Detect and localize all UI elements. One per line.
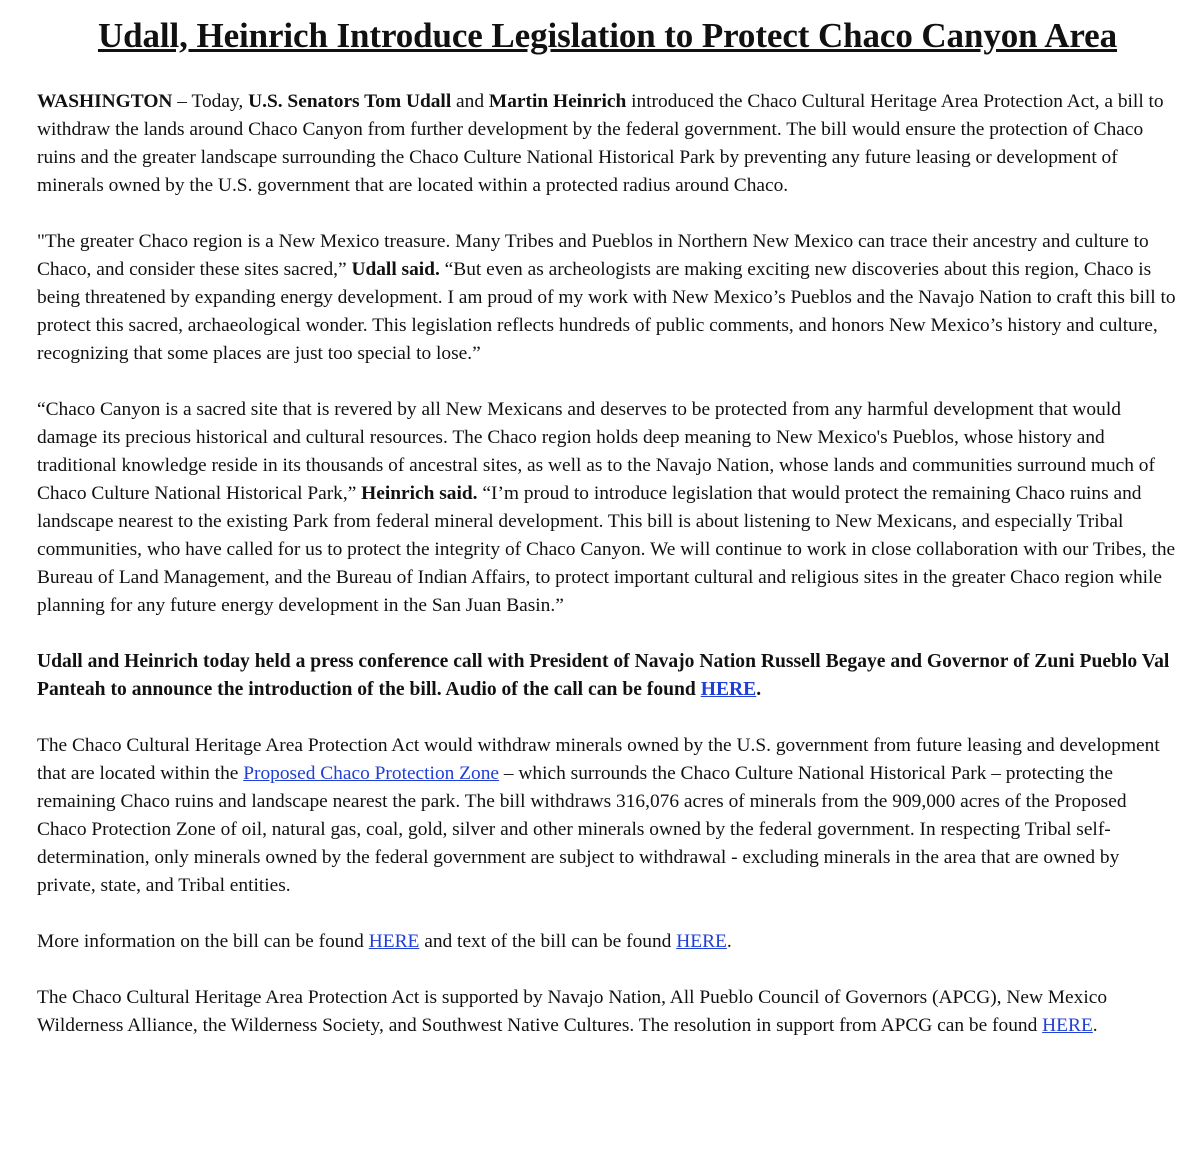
text-span: and text of the bill can be found <box>419 931 677 952</box>
protection-zone-link[interactable]: Proposed Chaco Protection Zone <box>243 763 500 784</box>
more-info-paragraph <box>37 928 1178 956</box>
bill-details-paragraph <box>37 732 1178 900</box>
more-info-link[interactable]: HERE <box>368 931 420 952</box>
dateline: WASHINGTON <box>37 91 173 112</box>
text-span: The Chaco Cultural Heritage Area Protection Act is supported by Navajo Nation, All Pueblo Council of Governors (APCG), New Mexico Wilderness Alliance, the Wilderness Society, and Southwest Native Cultures. The resolution in support from APCG can be found <box>37 987 1108 1036</box>
intro-paragraph <box>37 88 1178 200</box>
text-span: . <box>1092 1015 1098 1036</box>
page-title: Udall, Heinrich Introduce Legislation to Protect Chaco Canyon Area <box>97 16 1118 55</box>
text-span: "The greater Chaco region is a New Mexico treasure. Many Tribes and Pueblos in Northern New Mexico can trace their ancestry and culture to Chaco, and consider these sites sacred,” <box>37 231 1149 280</box>
text-span: Udall and Heinrich today held a press conference call with President of Navajo Nation Russell Begaye and Governor of Zuni Pueblo Val Panteah to announce the introduction of the bill. Audio of the call can be found <box>37 651 1170 700</box>
text-span: “But even as archeologists are making exciting new discoveries about this region, Chaco is being threatened by expanding energy development. I am proud of my work with New Mexico’s Pueblos and the Navajo Nation to craft this bill to protect this sacred, archaeological wonder. This legislation reflects hundreds of public comments, and honors New Mexico’s history and culture, recognizing that some places are just too special to lose.” <box>37 259 1176 364</box>
text-span: . <box>726 931 732 952</box>
audio-link[interactable]: HERE <box>700 679 757 700</box>
apcg-resolution-link[interactable]: HERE <box>1042 1015 1093 1036</box>
text-span: – Today, <box>172 91 249 112</box>
heinrich-quote-paragraph <box>37 396 1178 620</box>
text-span: . <box>756 679 762 700</box>
text-span: – which surrounds the Chaco Culture National Historical Park – protecting the remaining Chaco ruins and landscape nearest the park. The bill withdraws 316,076 acres of minerals from the 909,000 acres of the Proposed Chaco Protection Zone of oil, natural gas, coal, gold, silver and other minerals owned by the federal government. In respecting Tribal self-determination, only minerals owned by the federal government are subject to withdrawal - excluding minerals in the area that are owned by private, state, and Tribal entities. <box>37 763 1127 896</box>
bill-text-link[interactable]: HERE <box>676 931 727 952</box>
heinrich-attribution: Heinrich said. <box>361 483 478 504</box>
senator-udall-name: U.S. Senators Tom Udall <box>248 91 452 112</box>
text-span: “I’m proud to introduce legislation that would protect the remaining Chaco ruins and landscape nearest to the existing Park from federal mineral development. This bill is about listening to New Mexicans, and especially Tribal communities, who have called for us to protect the integrity of Chaco Canyon. We will continue to work in close collaboration with our Tribes, the Bureau of Land Management, and the Bureau of Indian Affairs, to protect important cultural and religious sites in the greater Chaco region while planning for any future energy development in the San Juan Basin.” <box>37 483 1176 616</box>
press-call-paragraph <box>37 648 1178 704</box>
text-span: introduced the Chaco Cultural Heritage Area Protection Act, a bill to withdraw the lands around Chaco Canyon from further development by the federal government. The bill would ensure the protection of Chaco ruins and the greater landscape surrounding the Chaco Culture National Historical Park by preventing any future leasing or development of minerals owned by the U.S. government that are located within a protected radius around Chaco. <box>37 91 1164 196</box>
udall-quote-paragraph <box>37 228 1178 368</box>
text-span: The Chaco Cultural Heritage Area Protection Act would withdraw minerals owned by the U.S. government from future leasing and development that are located within the <box>37 735 1160 784</box>
text-span: More information on the bill can be found <box>37 931 369 952</box>
udall-attribution: Udall said. <box>351 259 440 280</box>
text-span: “Chaco Canyon is a sacred site that is revered by all New Mexicans and deserves to be protected from any harmful development that would damage its precious historical and cultural resources. The Chaco region holds deep meaning to New Mexico's Pueblos, whose history and traditional knowledge reside in its thousands of ancestral sites, as well as to the Navajo Nation, whose lands and communities surround much of Chaco Culture National Historical Park,” <box>37 399 1155 504</box>
text-span: and <box>451 91 489 112</box>
senator-heinrich-name: Martin Heinrich <box>488 91 627 112</box>
supporters-paragraph <box>37 984 1178 1040</box>
